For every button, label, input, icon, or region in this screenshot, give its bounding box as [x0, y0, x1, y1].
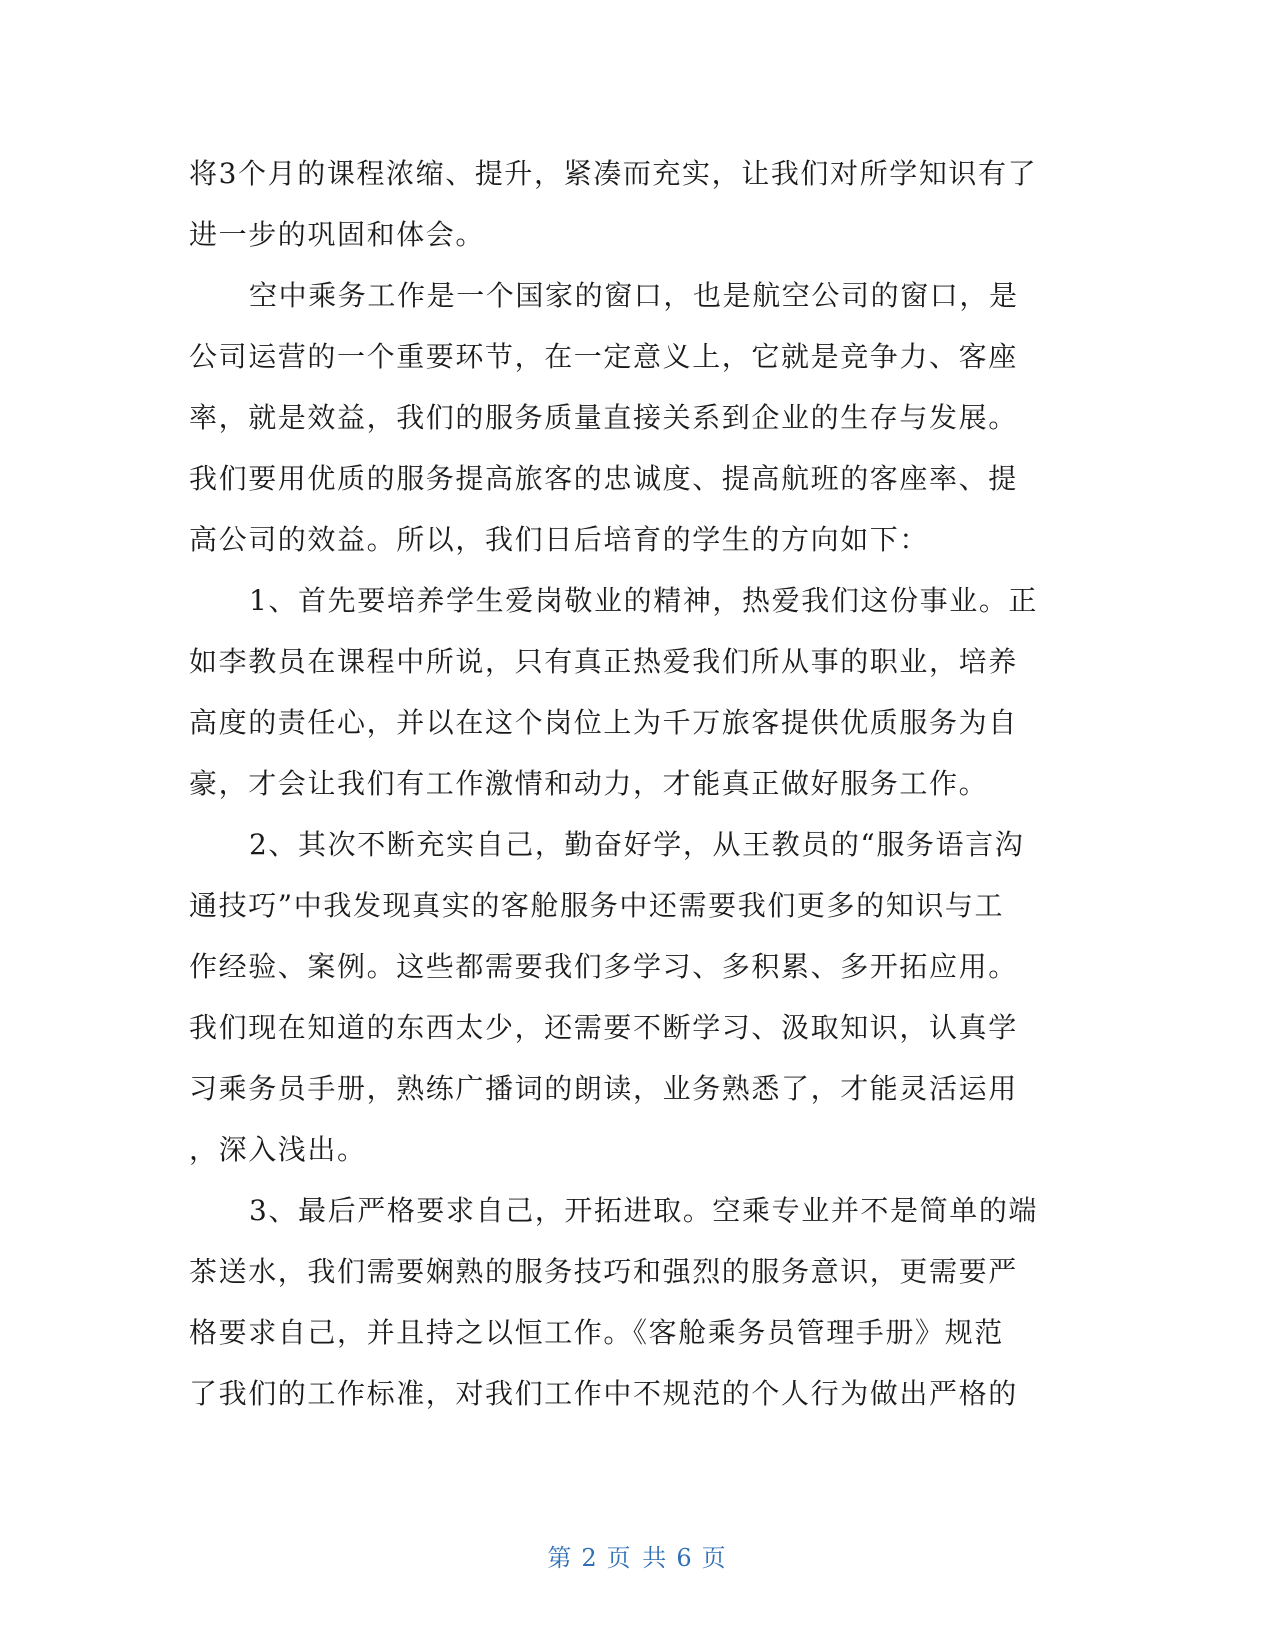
- text-line: 了我们的工作标准，对我们工作中不规范的个人行为做出严格的: [189, 1377, 1018, 1410]
- current-page-number: 2: [581, 1544, 599, 1572]
- text-line: 高度的责任心，并以在这个岗位上为千万旅客提供优质服务为自: [189, 706, 1018, 739]
- text-line: 习乘务员手册，熟练广播词的朗读，业务熟悉了，才能灵活运用: [189, 1072, 1018, 1105]
- text-line: 作经验、案例。这些都需要我们多学习、多积累、多开拓应用。: [189, 950, 1018, 983]
- text-line: ，深入浅出。: [189, 1133, 367, 1166]
- footer-middle: 页 共: [606, 1544, 669, 1572]
- paragraph-start-line: 空中乘务工作是一个国家的窗口，也是航空公司的窗口，是: [249, 279, 1019, 312]
- text-line: 豪，才会让我们有工作激情和动力，才能真正做好服务工作。: [189, 767, 989, 800]
- body-text: [189, 143, 1089, 1424]
- footer-suffix: 页: [701, 1544, 728, 1572]
- text-line: 我们现在知道的东西太少，还需要不断学习、汲取知识，认真学: [189, 1011, 1018, 1044]
- paragraph-start-line: 1、首先要培养学生爱岗敬业的精神，热爱我们这份事业。正: [249, 584, 1039, 617]
- page-number-footer: [0, 1538, 1275, 1573]
- footer-prefix: 第: [547, 1544, 574, 1572]
- text-line: 茶送水，我们需要娴熟的服务技巧和强烈的服务意识，更需要严: [189, 1255, 1018, 1288]
- text-line: 进一步的巩固和体会。: [189, 218, 486, 251]
- paragraph-start-line: 3、最后严格要求自己，开拓进取。空乘专业并不是简单的端: [249, 1194, 1039, 1227]
- text-line: 将3个月的课程浓缩、提升，紧凑而充实，让我们对所学知识有了: [189, 157, 1038, 190]
- text-line: 率，就是效益，我们的服务质量直接关系到企业的生存与发展。: [189, 401, 1018, 434]
- text-line: 格要求自己，并且持之以恒工作。《客舱乘务员管理手册》规范: [189, 1316, 1004, 1349]
- paragraph-start-line: 2、其次不断充实自己，勤奋好学，从王教员的“服务语言沟: [249, 828, 1025, 861]
- text-line: 高公司的效益。所以，我们日后培育的学生的方向如下：: [189, 523, 930, 556]
- text-line: 如李教员在课程中所说，只有真正热爱我们所从事的职业，培养: [189, 645, 1018, 678]
- text-line: 我们要用优质的服务提高旅客的忠诚度、提高航班的客座率、提: [189, 462, 1018, 495]
- text-line: 公司运营的一个重要环节，在一定意义上，它就是竞争力、客座: [189, 340, 1018, 373]
- total-page-number: 6: [676, 1544, 694, 1572]
- text-line: 通技巧”中我发现真实的客舱服务中还需要我们更多的知识与工: [189, 889, 1005, 922]
